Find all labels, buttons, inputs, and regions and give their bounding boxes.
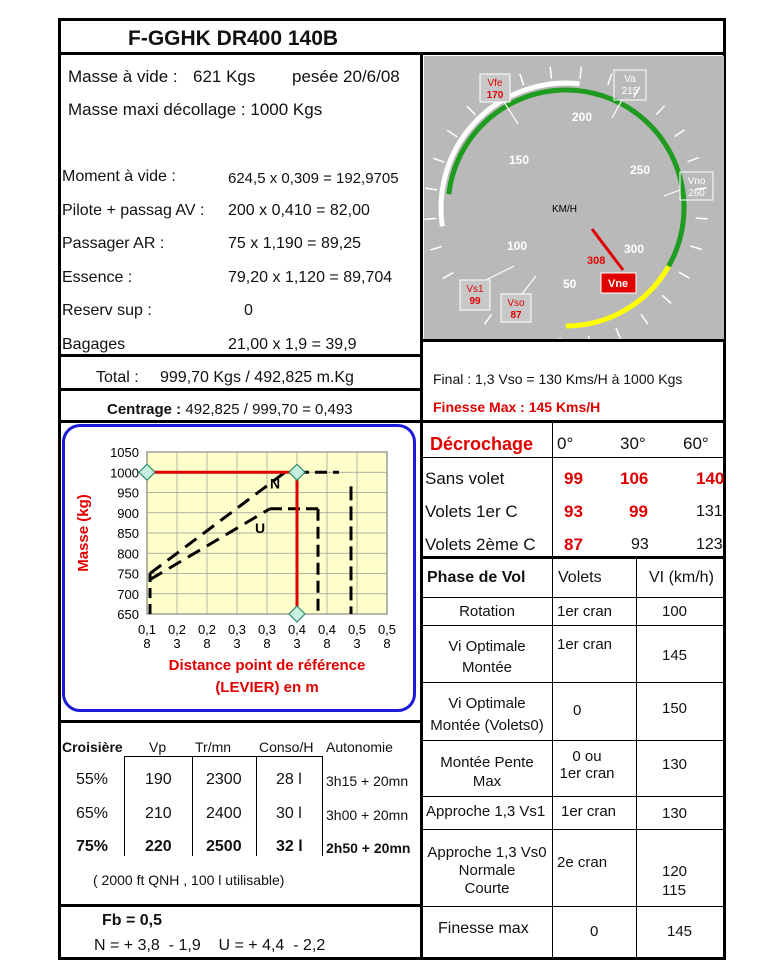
cruise-vp: 190 [145,771,172,788]
phase-flaps: 0 [573,702,582,719]
cruise-endurance: 3h00 + 20mn [326,807,409,823]
x-tick-label: 0,3 8 [257,622,277,651]
divider [256,756,257,856]
y-axis-label: Masse (kg) [75,494,92,572]
y-tick-label: 900 [117,505,139,521]
moment-value: 624,5 x 0,309 = 192,9705 [228,170,399,187]
cruise-note: ( 2000 ft QNH , 100 l utilisable) [93,872,285,888]
x-tick-label: 0,5 3 [347,622,367,651]
stall-value: 131 [696,503,723,520]
phase-header: Volets [558,569,602,586]
divider [58,388,420,391]
divider [420,339,726,342]
stall-col: 30° [620,434,646,453]
divider [58,52,726,55]
divider [58,420,726,423]
phase-flaps: 2e cran [557,854,608,871]
phase-name: Approche 1,3 Vs1 [426,803,546,820]
vne-value: 308 [587,255,606,267]
scale-label: 250 [630,163,651,177]
stall-value: 99 [564,469,583,488]
phase-name: Finesse max [438,920,529,937]
scale-label: 200 [572,110,593,124]
vspeed-pointer [522,276,536,294]
cruise-power: 55% [76,771,109,788]
scale-label: 100 [507,239,528,253]
stall-title: Décrochage [430,434,534,454]
airspeed-indicator [424,56,724,339]
y-tick-label: 850 [117,526,139,541]
divider [420,556,726,559]
phase-speed: 120 115 [662,863,688,899]
vspeed-name: Vno [687,176,706,187]
x-tick-label: 0,4 3 [287,622,307,651]
scale-tick [656,106,664,115]
phase-flaps: 0 ou 1er cran [559,748,615,782]
vspeed-value: 215 [621,86,639,97]
moment-label: Pilote + passag AV : [62,202,205,219]
scale-tick [608,74,612,85]
divider [420,457,726,458]
phase-speed: 150 [662,700,688,717]
divider [552,422,553,556]
phase-flaps: 0 [590,923,599,940]
cruise-vp: 210 [145,805,172,822]
x-tick-label: 0,2 3 [167,622,187,651]
divider [124,756,125,856]
vne-label: Vne [608,278,629,290]
divider [420,906,726,907]
scale-tick [696,218,708,219]
stall-value: 93 [631,536,649,553]
scale-tick [690,246,701,250]
empty-mass-label: Masse à vide : [68,67,178,86]
vspeed-value: 87 [510,310,522,321]
divider [58,354,420,357]
divider [58,904,420,907]
scale-tick [447,130,457,137]
scale-tick [589,336,591,339]
max-takeoff-mass: Masse maxi décollage : 1000 Kgs [68,100,323,119]
scale-tick [662,295,671,303]
divider [420,740,726,741]
y-tick-label: 750 [117,566,139,582]
cruise-header: Tr/mn [195,739,232,755]
y-tick-label: 950 [117,485,139,501]
max-finesse-note: Finesse Max : 145 Kms/H [433,399,601,415]
moment-value: 0 [244,302,253,319]
stall-value: 106 [620,469,649,488]
scale-tick [424,218,436,219]
stall-value: 99 [629,502,648,521]
vspeed-pointer [486,266,514,280]
y-tick-label: 1000 [110,465,139,481]
divider [420,829,726,830]
centrage-label: Centrage : [107,401,182,418]
x-tick-label: 0,5 8 [377,622,397,651]
cruise-endurance: 2h50 + 20mn [326,840,411,856]
phase-speed: 130 [662,756,688,773]
moment-label: Reserv sup : [62,302,152,319]
scale-tick [467,106,475,115]
stall-value: 93 [564,502,583,521]
centrage-value: 492,825 / 999,70 = 0,493 [181,401,353,418]
scale-tick [430,246,441,250]
scale-tick [688,158,699,162]
moment-value: 200 x 0,410 = 82,00 [228,202,370,219]
stall-col: 0° [557,434,574,453]
cruise-header: Autonomie [326,739,393,755]
stall-value: 140 [696,469,725,488]
phase-name: Montée Pente Max [440,754,534,790]
cruise-rpm: 2300 [206,771,242,788]
vspeed-name: Va [624,74,636,85]
scale-label: 300 [624,242,645,256]
cruise-vp: 220 [145,838,172,855]
scale-tick [560,338,561,339]
phase-speed: 145 [662,647,688,664]
stall-value: 87 [564,535,583,554]
x-tick-label: 0,4 8 [317,622,337,651]
phase-speed: 145 [667,923,693,940]
cruise-header: Croisière [62,739,123,755]
total-label: Total : [96,369,139,386]
x-tick-label: 0,2 8 [197,622,217,651]
divider [58,720,420,723]
divider [124,756,322,757]
scale-tick [641,314,648,324]
scale-tick [550,67,551,79]
divider [420,625,726,626]
x-tick-label: 0,3 3 [227,622,247,651]
vspeed-value: 170 [486,90,504,101]
scale-tick [616,328,621,339]
fb-values: N = + 3,8 - 1,9 U = + 4,4 - 2,2 [94,937,326,954]
stall-row-label: Volets 2ème C [425,535,536,554]
phase-name: Vi Optimale Montée [448,638,526,676]
cruise-consumption: 32 l [276,838,303,855]
annotation-label: U [255,520,266,536]
y-tick-label: 650 [117,607,139,622]
page-title: F-GGHK DR400 140B [128,27,339,50]
scale-tick [433,158,444,162]
annotation-label: N [270,475,281,492]
cruise-rpm: 2400 [206,805,242,822]
total-value: 999,70 Kgs / 492,825 m.Kg [160,369,354,386]
moment-label: Bagages [62,336,126,353]
y-tick-label: 1050 [110,445,139,460]
x-axis-label: (LEVIER) en m [215,679,319,696]
cruise-rpm: 2500 [206,838,242,855]
divider [420,682,726,683]
divider [192,756,193,856]
scale-tick [520,74,524,85]
gauge-unit: KM/H [552,204,577,215]
phase-flaps: 1er cran [557,636,613,653]
phase-header: Phase de Vol [427,569,526,586]
y-tick-label: 800 [117,546,139,562]
vspeed-name: Vs1 [466,284,484,295]
vspeed-pointer [664,190,680,196]
scale-tick [443,273,453,279]
airspeed-dial [424,56,724,339]
scale-tick [485,314,492,324]
phase-speed: 100 [662,603,688,620]
phase-name: Rotation [459,603,515,620]
weighed-date: pesée 20/6/08 [292,67,400,86]
stall-col: 60° [683,434,709,453]
scale-label: 150 [509,153,530,167]
cruise-consumption: 28 l [276,771,302,788]
moment-label: Passager AR : [62,235,165,252]
final-approach-note: Final : 1,3 Vso = 130 Kms/H à 1000 Kgs [433,371,683,387]
x-axis-label: Distance point de référence [168,657,366,674]
scale-tick [580,67,581,79]
y-tick-label: 700 [117,586,139,602]
phase-speed: 130 [662,805,688,822]
cruise-header: Vp [149,739,167,755]
scale-tick [679,272,689,278]
divider [322,756,323,856]
stall-row-label: Volets 1er C [425,502,518,521]
phase-flaps: 1er cran [557,603,613,620]
phase-header: VI (km/h) [649,569,714,586]
cg-envelope-chart [62,424,416,712]
divider [420,52,423,960]
moment-label: Moment à vide : [62,168,176,185]
cruise-power: 75% [76,838,109,855]
divider [420,796,726,797]
vspeed-value: 99 [469,296,481,307]
cruise-endurance: 3h15 + 20mn [326,773,409,789]
phase-name: Approche 1,3 Vs0 Normale Courte [427,844,547,897]
cruise-header: Conso/H [259,739,314,755]
scale-label: 50 [563,277,577,291]
x-tick-label: 0,1 8 [137,622,157,651]
scale-tick [425,188,437,190]
vspeed-name: Vso [507,298,525,309]
stall-row-label: Sans volet [425,469,505,488]
phase-name: Vi Optimale Montée (Volets0) [430,695,544,734]
fb-title: Fb = 0,5 [102,912,163,929]
phase-flaps: 1er cran [561,803,617,820]
moment-label: Essence : [62,269,133,286]
vspeed-value: 260 [688,188,705,199]
divider [420,597,726,598]
cruise-consumption: 30 l [276,805,302,822]
moment-value: 75 x 1,190 = 89,25 [228,235,361,252]
scale-tick [675,130,685,137]
cruise-power: 65% [76,805,109,822]
stall-value: 123 [696,536,723,553]
moment-value: 79,20 x 1,120 = 89,704 [228,269,393,286]
empty-mass-value: 621 Kgs [193,67,256,86]
moment-value: 21,00 x 1,9 = 39,9 [228,336,357,353]
vspeed-name: Vfe [487,78,503,89]
divider [636,556,637,960]
